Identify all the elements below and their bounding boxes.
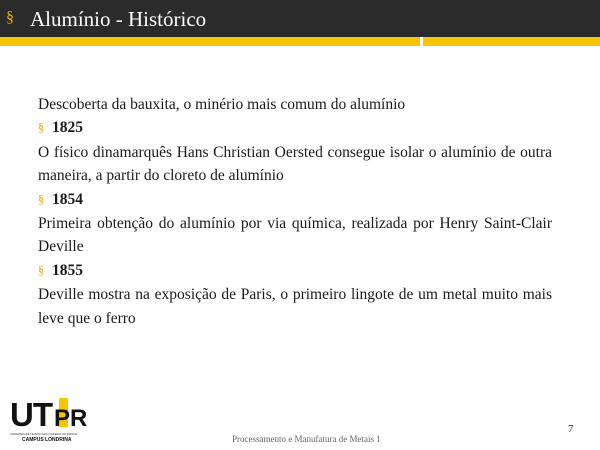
event-text-1855: Deville mostra na exposição de Paris, o primeiro lingote de um metal muito mais leve que o ferro bbox=[38, 286, 552, 327]
title-bar bbox=[0, 0, 600, 37]
year-bullet-1825 bbox=[38, 116, 552, 140]
accent-bar bbox=[0, 37, 600, 46]
intro-text: Descoberta da bauxita, o minério mais comum do alumínio bbox=[38, 96, 406, 113]
year-label: 1854 bbox=[52, 190, 83, 208]
year-bullet-1855 bbox=[38, 259, 552, 283]
logo-subtitle: UNIVERSIDADE TECNOLÓGICA FEDERAL DO PARANÁ bbox=[10, 433, 78, 436]
page-number: 7 bbox=[568, 423, 574, 435]
year-label: 1825 bbox=[52, 119, 83, 137]
year-label: 1855 bbox=[52, 261, 83, 279]
bullet-icon: § bbox=[38, 191, 44, 206]
accent-bar-divider bbox=[420, 37, 423, 46]
bullet-icon: § bbox=[38, 262, 44, 277]
logo-mark-ut: UT bbox=[10, 396, 52, 433]
logo-mark bbox=[10, 398, 87, 435]
year-bullet-1854 bbox=[38, 188, 552, 212]
bullet-icon: § bbox=[38, 120, 44, 135]
event-text-1854: Primeira obtenção do alumínio por via química, realizada por Henry Saint-Clair Deville bbox=[38, 215, 552, 256]
logo-mark-pr: PR bbox=[54, 405, 88, 432]
event-text-1825: O físico dinamarquês Hans Christian Oersted consegue isolar o alumínio de outra maneira, a partir do cloreto de alumínio bbox=[38, 143, 552, 185]
title-bullet-icon: § bbox=[6, 9, 14, 26]
logo-campus: CAMPUS LONDRINA bbox=[22, 437, 72, 443]
slide-content bbox=[38, 93, 552, 330]
slide-title: Alumínio - Histórico bbox=[30, 7, 207, 31]
footer-course: Processamento e Manufatura de Metais 1 bbox=[232, 434, 381, 444]
utfpr-logo bbox=[10, 398, 92, 444]
